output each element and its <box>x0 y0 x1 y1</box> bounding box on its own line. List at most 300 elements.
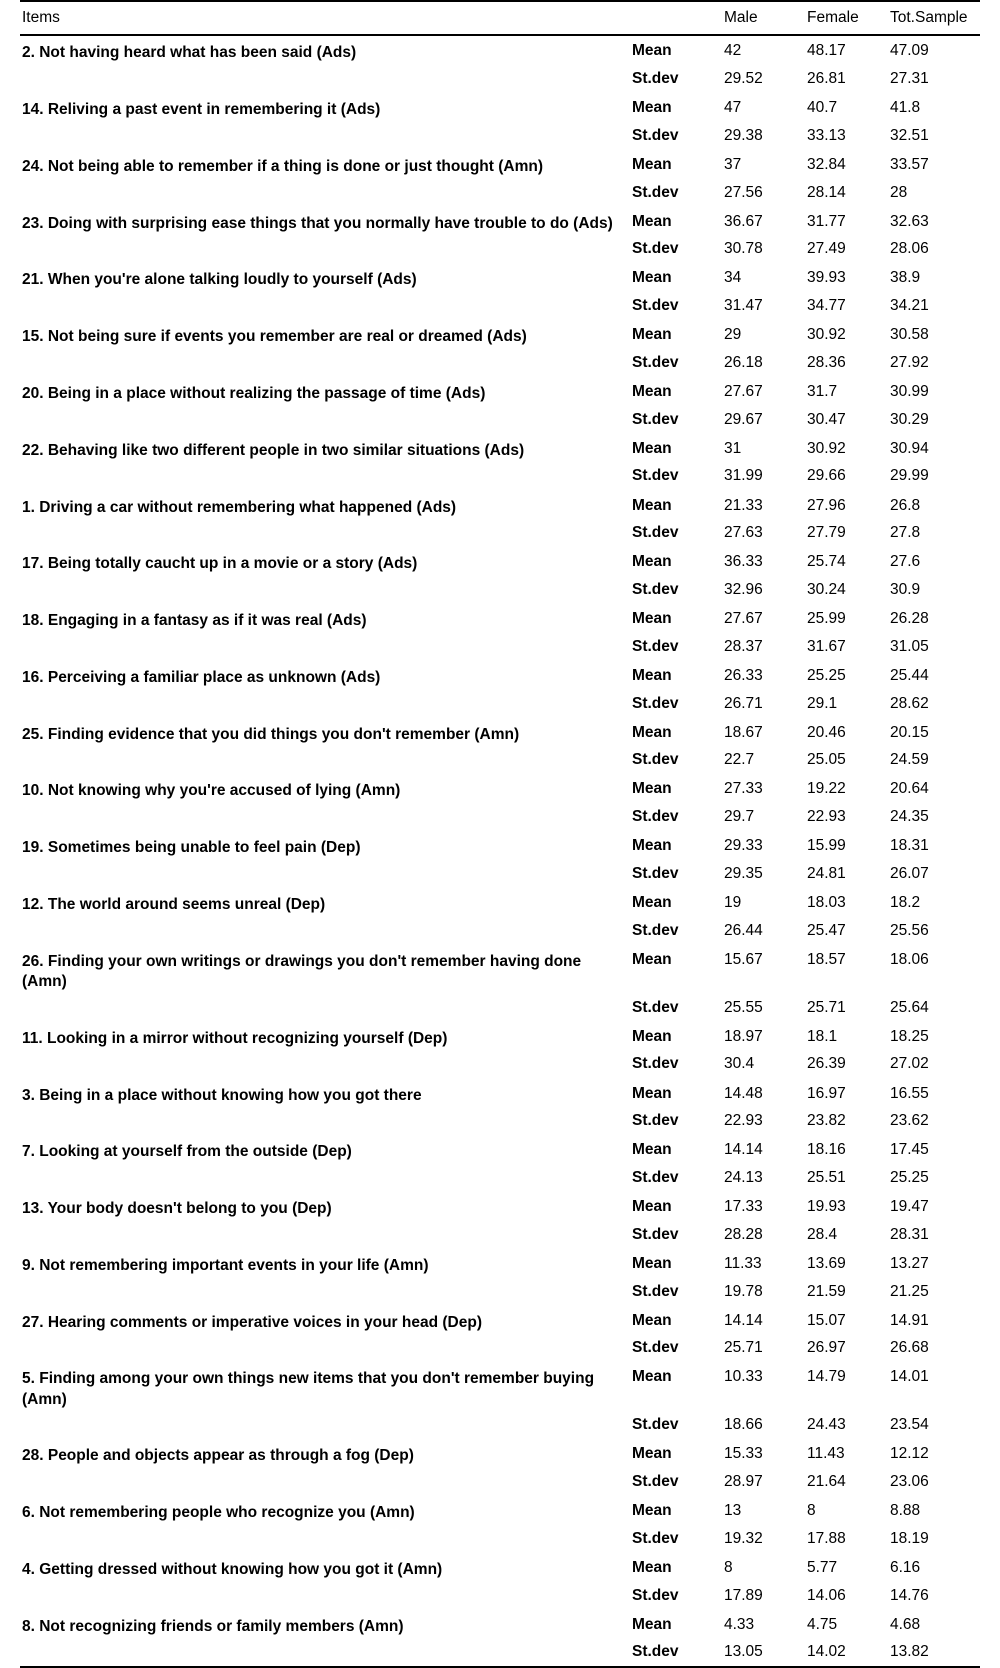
stdev-value-female: 30.24 <box>807 580 846 598</box>
stdev-value-male: 26.44 <box>724 921 763 939</box>
mean-value-total: 18.2 <box>890 894 921 912</box>
mean-value-male: 26.33 <box>724 666 763 684</box>
mean-value-total: 26.28 <box>890 610 929 628</box>
mean-value-female: 14.79 <box>807 1368 846 1386</box>
mean-value-female: 25.99 <box>807 610 846 628</box>
mean-value-female: 18.57 <box>807 950 846 968</box>
item-label-continuation <box>20 1411 632 1439</box>
table-row <box>20 235 980 263</box>
stdev-value-total: 25.56 <box>890 921 929 939</box>
stat-label-mean: Mean <box>632 155 672 173</box>
table-row <box>20 1107 980 1135</box>
item-label-continuation <box>20 235 632 263</box>
table-row <box>20 1278 980 1306</box>
table-row <box>20 1164 980 1192</box>
item-label-continuation <box>20 349 632 377</box>
table-row <box>20 433 980 462</box>
item-label-continuation <box>20 1334 632 1362</box>
item-label-continuation <box>20 1107 632 1135</box>
stdev-value-male: 27.63 <box>724 524 763 542</box>
stdev-value-female: 30.47 <box>807 410 846 428</box>
table-row <box>20 206 980 235</box>
item-label-continuation <box>20 633 632 661</box>
item-label: 15. Not being sure if events you remember are real or dreamed (Ads) <box>22 328 527 346</box>
mean-value-female: 20.46 <box>807 723 846 741</box>
stat-label-stdev: St.dev <box>632 467 679 485</box>
mean-value-male: 17.33 <box>724 1198 763 1216</box>
stdev-value-total: 28.62 <box>890 694 929 712</box>
table-row <box>20 292 980 320</box>
mean-value-male: 21.33 <box>724 496 763 514</box>
stdev-value-female: 26.39 <box>807 1055 846 1073</box>
mean-value-female: 16.97 <box>807 1084 846 1102</box>
table-row <box>20 320 980 349</box>
stdev-value-female: 14.02 <box>805 1638 888 1667</box>
stdev-value-total: 31.05 <box>890 637 929 655</box>
stat-label-mean: Mean <box>632 1502 672 1520</box>
item-label-continuation <box>20 179 632 207</box>
mean-value-total: 18.31 <box>890 837 929 855</box>
item-label: 23. Doing with surprising ease things that you normally have trouble to do (Ads) <box>22 214 613 232</box>
mean-value-female: 19.22 <box>807 780 846 798</box>
item-label: 20. Being in a place without realizing the passage of time (Ads) <box>22 385 486 402</box>
stdev-value-total: 13.82 <box>888 1638 980 1667</box>
mean-value-female: 19.93 <box>807 1198 846 1216</box>
table-row <box>20 633 980 661</box>
item-label-continuation <box>20 1582 632 1610</box>
item-label-continuation <box>20 994 632 1022</box>
table-row <box>20 1248 980 1277</box>
stdev-value-male: 29.38 <box>724 126 763 144</box>
mean-value-total: 14.01 <box>890 1368 929 1386</box>
stat-label-stdev: St.dev <box>632 1282 679 1300</box>
mean-value-female: 5.77 <box>807 1558 838 1576</box>
mean-value-total: 32.63 <box>890 212 929 230</box>
table-row <box>20 179 980 207</box>
mean-value-female: 25.74 <box>807 553 846 571</box>
item-label-continuation <box>20 292 632 320</box>
stat-label-stdev: St.dev <box>632 1638 722 1667</box>
table-row <box>20 547 980 576</box>
stdev-value-male: 28.28 <box>724 1225 763 1243</box>
stdev-value-male: 13.05 <box>722 1638 805 1667</box>
mean-value-female: 18.16 <box>807 1141 846 1159</box>
stdev-value-total: 32.51 <box>890 126 929 144</box>
stat-label-stdev: St.dev <box>632 1112 679 1130</box>
stdev-value-male: 26.71 <box>724 694 763 712</box>
table-row <box>20 1050 980 1078</box>
stdev-value-total: 27.02 <box>890 1055 929 1073</box>
stdev-value-male: 29.35 <box>724 864 763 882</box>
stat-label-stdev: St.dev <box>632 1339 679 1357</box>
stdev-value-total: 29.99 <box>890 467 929 485</box>
mean-value-male: 29.33 <box>724 837 763 855</box>
table-row <box>20 1609 980 1638</box>
item-label-continuation <box>20 803 632 831</box>
stat-label-stdev: St.dev <box>632 240 679 258</box>
stdev-value-male: 27.56 <box>724 183 763 201</box>
mean-value-male: 4.33 <box>724 1615 755 1633</box>
item-label-continuation <box>20 462 632 490</box>
stdev-value-male: 28.37 <box>724 637 763 655</box>
stdev-value-total: 34.21 <box>890 297 929 315</box>
mean-value-male: 34 <box>724 269 742 287</box>
table-row <box>20 604 980 633</box>
mean-value-female: 18.03 <box>807 894 846 912</box>
column-header-female: Female <box>805 1 888 35</box>
stdev-value-total: 14.76 <box>890 1586 929 1604</box>
item-label: 16. Perceiving a familiar place as unknown (Ads) <box>22 668 381 686</box>
table-row <box>20 1021 980 1050</box>
stdev-value-male: 29.52 <box>724 69 763 87</box>
stdev-value-male: 19.78 <box>724 1282 763 1300</box>
mean-value-male: 15.33 <box>724 1445 763 1463</box>
table-row <box>20 1638 980 1667</box>
mean-value-male: 14.14 <box>724 1311 763 1329</box>
item-label-continuation <box>20 860 632 888</box>
stat-label-mean: Mean <box>632 1198 672 1216</box>
table-row <box>20 93 980 122</box>
table-row <box>20 65 980 93</box>
stat-label-stdev: St.dev <box>632 297 679 315</box>
stdev-value-total: 23.06 <box>890 1472 929 1490</box>
stdev-value-male: 29.67 <box>724 410 763 428</box>
stat-label-stdev: St.dev <box>632 524 679 542</box>
table-row <box>20 690 980 718</box>
item-label: 14. Reliving a past event in remembering it (Ads) <box>22 101 381 119</box>
item-label: 18. Engaging in a fantasy as if it was real (Ads) <box>22 612 367 630</box>
stdev-value-female: 31.67 <box>807 637 846 655</box>
stat-label-mean: Mean <box>632 42 672 60</box>
stdev-value-female: 26.81 <box>807 69 846 87</box>
stat-label-stdev: St.dev <box>632 1416 679 1434</box>
stat-label-stdev: St.dev <box>632 410 679 428</box>
column-header-male: Male <box>722 1 805 35</box>
stdev-value-female: 25.71 <box>807 998 846 1016</box>
stdev-value-male: 28.97 <box>724 1472 763 1490</box>
column-header-stat <box>632 1 722 35</box>
stat-label-mean: Mean <box>632 269 672 287</box>
stdev-value-total: 28 <box>890 183 908 201</box>
stdev-value-total: 28.06 <box>890 240 929 258</box>
stat-label-mean: Mean <box>632 553 672 571</box>
stdev-value-total: 21.25 <box>890 1282 929 1300</box>
table-row <box>20 860 980 888</box>
stdev-value-female: 21.59 <box>807 1282 846 1300</box>
table-row <box>20 1496 980 1525</box>
table-row <box>20 944 980 993</box>
mean-value-female: 18.1 <box>807 1027 838 1045</box>
mean-value-male: 14.48 <box>724 1084 763 1102</box>
item-label-continuation <box>20 1164 632 1192</box>
stat-label-mean: Mean <box>632 1558 672 1576</box>
mean-value-male: 18.97 <box>724 1027 763 1045</box>
mean-value-total: 30.99 <box>890 383 929 400</box>
mean-value-male: 27.67 <box>724 383 763 400</box>
mean-value-total: 4.68 <box>890 1615 921 1633</box>
mean-value-total: 30.94 <box>890 439 929 457</box>
table-row <box>20 377 980 406</box>
item-label-continuation <box>20 690 632 718</box>
table-row <box>20 1552 980 1581</box>
item-label: 22. Behaving like two different people in two similar situations (Ads) <box>22 441 525 459</box>
item-label: 26. Finding your own writings or drawings you don't remember having done (Amn) <box>22 952 582 990</box>
mean-value-total: 16.55 <box>890 1084 929 1102</box>
mean-value-male: 47 <box>724 99 742 117</box>
stat-label-mean: Mean <box>632 212 672 230</box>
stdev-value-female: 24.81 <box>807 864 846 882</box>
stdev-value-male: 30.78 <box>724 240 763 258</box>
stat-label-stdev: St.dev <box>632 69 679 87</box>
table-row <box>20 462 980 490</box>
stdev-value-male: 25.71 <box>724 1339 763 1357</box>
mean-value-female: 31.77 <box>807 212 846 230</box>
mean-value-male: 8 <box>724 1558 733 1576</box>
item-label-continuation <box>20 576 632 604</box>
item-label: 4. Getting dressed without knowing how you got it (Amn) <box>22 1560 443 1578</box>
mean-value-female: 40.7 <box>807 99 838 117</box>
stat-label-stdev: St.dev <box>632 183 679 201</box>
table-row <box>20 576 980 604</box>
stat-label-mean: Mean <box>632 610 672 628</box>
stat-label-stdev: St.dev <box>632 694 679 712</box>
stdev-value-male: 19.32 <box>724 1529 763 1547</box>
mean-value-female: 31.7 <box>807 383 838 400</box>
mean-value-male: 29 <box>724 326 742 344</box>
stat-label-stdev: St.dev <box>632 751 679 769</box>
table-row <box>20 1439 980 1468</box>
item-label: 8. Not recognizing friends or family members (Amn) <box>22 1617 404 1635</box>
mean-value-female: 48.17 <box>807 42 846 60</box>
stdev-value-total: 18.19 <box>890 1529 929 1547</box>
table-row <box>20 35 980 65</box>
stat-label-mean: Mean <box>632 780 672 798</box>
stdev-value-male: 32.96 <box>724 580 763 598</box>
stat-label-stdev: St.dev <box>632 864 679 882</box>
stdev-value-female: 29.66 <box>807 467 846 485</box>
mean-value-male: 27.33 <box>724 780 763 798</box>
mean-value-total: 20.15 <box>890 723 929 741</box>
stat-label-stdev: St.dev <box>632 353 679 371</box>
table-row <box>20 1582 980 1610</box>
table-row <box>20 406 980 434</box>
table-body <box>20 35 980 1667</box>
stdev-value-total: 28.31 <box>890 1225 929 1243</box>
stdev-value-total: 25.25 <box>890 1168 929 1186</box>
stat-label-mean: Mean <box>632 1311 672 1329</box>
table-row <box>20 149 980 178</box>
mean-value-female: 4.75 <box>807 1615 838 1633</box>
stdev-value-total: 23.54 <box>890 1416 929 1434</box>
item-label-continuation <box>20 1638 632 1667</box>
item-label: 6. Not remembering people who recognize you (Amn) <box>22 1504 415 1522</box>
stdev-value-female: 14.06 <box>807 1586 846 1604</box>
stat-label-mean: Mean <box>632 1084 672 1102</box>
mean-value-female: 30.92 <box>807 439 846 457</box>
stat-label-mean: Mean <box>632 326 672 344</box>
table-row <box>20 1135 980 1164</box>
item-label-continuation <box>20 1050 632 1078</box>
descriptive-statistics-table <box>20 0 980 1668</box>
table-header <box>20 1 980 35</box>
mean-value-total: 14.91 <box>890 1311 929 1329</box>
stdev-value-total: 25.64 <box>890 998 929 1016</box>
stdev-value-female: 25.47 <box>807 921 846 939</box>
stat-label-stdev: St.dev <box>632 998 679 1016</box>
mean-value-total: 38.9 <box>890 269 921 287</box>
item-label-continuation <box>20 519 632 547</box>
table-row <box>20 994 980 1022</box>
item-label: 9. Not remembering important events in your life (Amn) <box>22 1256 429 1274</box>
mean-value-total: 26.8 <box>890 496 921 514</box>
stdev-value-female: 21.64 <box>807 1472 846 1490</box>
table-row <box>20 349 980 377</box>
stdev-value-female: 33.13 <box>807 126 846 144</box>
stat-label-stdev: St.dev <box>632 580 679 598</box>
stdev-value-total: 27.8 <box>890 524 921 542</box>
mean-value-female: 25.25 <box>807 666 846 684</box>
mean-value-total: 18.25 <box>890 1027 929 1045</box>
stdev-value-female: 23.82 <box>807 1112 846 1130</box>
stdev-value-female: 27.49 <box>807 240 846 258</box>
mean-value-male: 15.67 <box>724 950 763 968</box>
mean-value-male: 10.33 <box>724 1368 763 1386</box>
item-label: 24. Not being able to remember if a thing is done or just thought (Amn) <box>22 157 543 175</box>
stat-label-stdev: St.dev <box>632 1472 679 1490</box>
stdev-value-female: 29.1 <box>807 694 838 712</box>
stdev-value-female: 27.79 <box>807 524 846 542</box>
mean-value-male: 14.14 <box>724 1141 763 1159</box>
stdev-value-male: 30.4 <box>724 1055 755 1073</box>
stdev-value-total: 23.62 <box>890 1112 929 1130</box>
stat-label-mean: Mean <box>632 99 672 117</box>
stat-label-mean: Mean <box>632 666 672 684</box>
mean-value-female: 8 <box>807 1502 816 1520</box>
stdev-value-female: 34.77 <box>807 297 846 315</box>
item-label: 28. People and objects appear as through a fog (Dep) <box>22 1447 414 1465</box>
item-label-continuation <box>20 122 632 150</box>
mean-value-total: 41.8 <box>890 99 921 117</box>
table-row <box>20 263 980 292</box>
stat-label-stdev: St.dev <box>632 1586 679 1604</box>
stat-label-mean: Mean <box>632 723 672 741</box>
table-row <box>20 1334 980 1362</box>
stdev-value-female: 28.36 <box>807 353 846 371</box>
item-label: 21. When you're alone talking loudly to yourself (Ads) <box>22 271 417 289</box>
stat-label-stdev: St.dev <box>632 1168 679 1186</box>
mean-value-total: 30.58 <box>890 326 929 344</box>
table-row <box>20 1525 980 1553</box>
item-label: 1. Driving a car without remembering what happened (Ads) <box>22 498 457 516</box>
stat-label-mean: Mean <box>632 439 672 457</box>
mean-value-female: 32.84 <box>807 155 846 173</box>
stdev-value-total: 30.29 <box>890 410 929 428</box>
mean-value-male: 37 <box>724 155 742 173</box>
mean-value-total: 20.64 <box>890 780 929 798</box>
stdev-value-female: 25.51 <box>807 1168 846 1186</box>
table-row <box>20 490 980 519</box>
mean-value-total: 18.06 <box>890 950 929 968</box>
stdev-value-female: 26.97 <box>807 1339 846 1357</box>
table-row <box>20 1305 980 1334</box>
header-row <box>20 1 980 35</box>
stdev-value-female: 28.4 <box>807 1225 838 1243</box>
stat-label-stdev: St.dev <box>632 921 679 939</box>
stdev-value-female: 22.93 <box>807 808 846 826</box>
table-row <box>20 888 980 917</box>
mean-value-total: 6.16 <box>890 1558 921 1576</box>
stdev-value-male: 25.55 <box>724 998 763 1016</box>
item-label: 17. Being totally caucht up in a movie or a story (Ads) <box>22 555 418 573</box>
stat-label-stdev: St.dev <box>632 1055 679 1073</box>
table-row <box>20 1362 980 1411</box>
mean-value-male: 19 <box>724 894 742 912</box>
stdev-value-total: 27.92 <box>890 353 929 371</box>
stdev-value-male: 26.18 <box>724 353 763 371</box>
stdev-value-male: 17.89 <box>724 1586 763 1604</box>
mean-value-male: 42 <box>724 42 742 60</box>
table-row <box>20 774 980 803</box>
item-label: 10. Not knowing why you're accused of lying (Amn) <box>22 782 401 800</box>
stat-label-stdev: St.dev <box>632 1225 679 1243</box>
table-row <box>20 803 980 831</box>
mean-value-total: 25.44 <box>890 666 929 684</box>
mean-value-female: 30.92 <box>807 326 846 344</box>
item-label: 12. The world around seems unreal (Dep) <box>22 896 326 914</box>
table-row <box>20 1468 980 1496</box>
mean-value-female: 13.69 <box>807 1254 846 1272</box>
stat-label-mean: Mean <box>632 1445 672 1463</box>
table-row <box>20 122 980 150</box>
mean-value-male: 27.67 <box>724 610 763 628</box>
stat-label-mean: Mean <box>632 1615 672 1633</box>
item-label-continuation <box>20 1278 632 1306</box>
mean-value-female: 27.96 <box>807 496 846 514</box>
stdev-value-male: 31.99 <box>724 467 763 485</box>
stdev-value-total: 27.31 <box>890 69 929 87</box>
item-label: 25. Finding evidence that you did things you don't remember (Amn) <box>22 725 520 743</box>
mean-value-female: 15.07 <box>807 1311 846 1329</box>
stat-label-mean: Mean <box>632 894 672 912</box>
stat-label-mean: Mean <box>632 950 672 968</box>
item-label: 13. Your body doesn't belong to you (Dep) <box>22 1200 332 1218</box>
stdev-value-male: 22.7 <box>724 751 755 769</box>
mean-value-male: 11.33 <box>724 1254 762 1272</box>
stdev-value-total: 24.59 <box>890 751 929 769</box>
mean-value-female: 39.93 <box>807 269 846 287</box>
table-row <box>20 519 980 547</box>
stdev-value-female: 28.14 <box>807 183 846 201</box>
table-row <box>20 1411 980 1439</box>
stat-label-mean: Mean <box>632 837 672 855</box>
stat-label-stdev: St.dev <box>632 808 679 826</box>
item-label: 5. Finding among your own things new items that you don't remember buying (Amn) <box>22 1370 595 1408</box>
mean-value-male: 18.67 <box>724 723 763 741</box>
mean-value-total: 47.09 <box>890 42 929 60</box>
stdev-value-male: 24.13 <box>724 1168 763 1186</box>
table-row <box>20 1192 980 1221</box>
mean-value-male: 36.67 <box>724 212 763 230</box>
column-header-total: Tot.Sample <box>888 1 980 35</box>
item-label-continuation <box>20 1221 632 1249</box>
item-label: 19. Sometimes being unable to feel pain (Dep) <box>22 839 361 857</box>
mean-value-total: 19.47 <box>890 1198 929 1216</box>
table-row <box>20 1078 980 1107</box>
table-row <box>20 917 980 945</box>
item-label-continuation <box>20 406 632 434</box>
mean-value-total: 17.45 <box>890 1141 929 1159</box>
stat-label-stdev: St.dev <box>632 1529 679 1547</box>
